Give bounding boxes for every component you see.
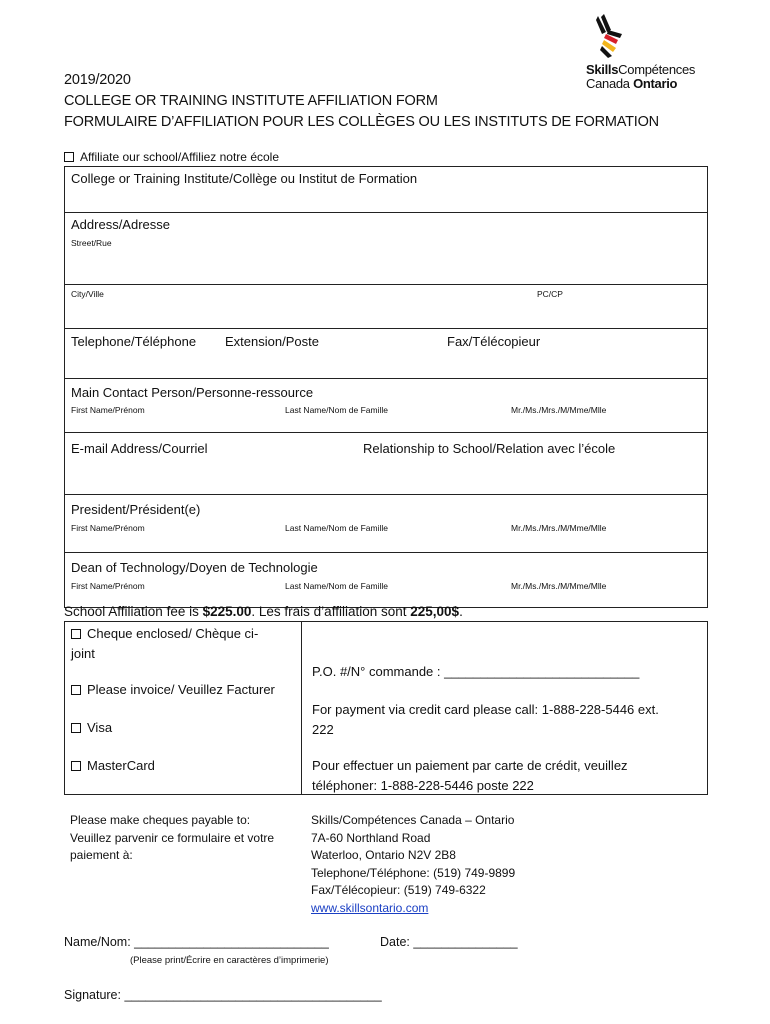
address-row[interactable] <box>65 213 707 249</box>
mailing-address <box>311 812 515 917</box>
college-row[interactable] <box>65 167 707 213</box>
visa-checkbox[interactable] <box>71 723 81 733</box>
hand-logo-icon <box>592 12 626 60</box>
main-contact-last-name: Last Name/Nom de Famille <box>285 405 388 415</box>
president-first-name: First Name/Prénom <box>71 523 145 533</box>
name-field[interactable]: Name/Nom: ____________________________ <box>64 935 329 949</box>
affiliate-checkbox[interactable] <box>64 152 74 162</box>
main-contact-first-name: First Name/Prénom <box>71 405 145 415</box>
relationship-label: Relationship to School/Relation avec l’école <box>363 441 616 456</box>
po-number-field[interactable]: P.O. #/N° commande : ___________________________ <box>312 664 640 679</box>
affiliate-option[interactable] <box>64 150 279 164</box>
form-title-fr: FORMULAIRE D’AFFILIATION POUR LES COLLÈGES OU LES INSTITUTS DE FORMATION <box>64 114 659 130</box>
affiliate-label: Affiliate our school/Affiliez notre école <box>80 150 280 164</box>
credit-card-info-fr: Pour effectuer un paiement par carte de crédit, veuillez téléphoner: 1-888-228-5446 poste 222 <box>312 758 628 793</box>
president-last-name: Last Name/Nom de Famille <box>285 523 388 533</box>
invoice-checkbox[interactable] <box>71 685 81 695</box>
president-row[interactable] <box>65 495 707 553</box>
dean-label: Dean of Technology/Doyen de Technologie <box>71 560 318 575</box>
payable-to-label: Please make cheques payable to: Veuillez parvenir ce formulaire et votre paiement à: <box>70 813 275 862</box>
college-label: College or Training Institute/Collège ou Institut de Formation <box>71 171 418 186</box>
website-link[interactable]: www.skillsontario.com <box>311 900 429 915</box>
address-label: Address/Adresse <box>71 217 170 232</box>
dean-last-name: Last Name/Nom de Famille <box>285 581 388 591</box>
visa-option[interactable]: Visa <box>71 718 112 738</box>
email-row[interactable] <box>65 433 707 495</box>
main-contact-label: Main Contact Person/Personne-ressource <box>71 385 314 400</box>
signature-field[interactable]: Signature: _____________________________________ <box>64 988 382 1002</box>
city-label: City/Ville <box>71 289 104 299</box>
dean-title: Mr./Ms./Mrs./M/Mme/Mlle <box>511 581 607 591</box>
payment-table <box>64 621 708 795</box>
telephone-label: Telephone/Téléphone <box>71 334 197 349</box>
street-row[interactable] <box>65 249 707 285</box>
logo-line-2: Canada Ontario <box>586 76 678 91</box>
school-info-table <box>64 166 708 608</box>
main-contact-title: Mr./Ms./Mrs./M/Mme/Mlle <box>511 405 607 415</box>
form-title-en: COLLEGE OR TRAINING INSTITUTE AFFILIATION FORM <box>64 93 438 109</box>
phone-row[interactable] <box>65 329 707 379</box>
dean-first-name: First Name/Prénom <box>71 581 145 591</box>
form-year: 2019/2020 <box>64 72 131 88</box>
city-row[interactable] <box>65 285 707 329</box>
president-title: Mr./Ms./Mrs./M/Mme/Mlle <box>511 523 607 533</box>
date-field[interactable]: Date: _______________ <box>380 935 518 949</box>
form-heading <box>64 70 659 133</box>
dean-row[interactable] <box>65 553 707 607</box>
president-label: President/Président(e) <box>71 502 201 517</box>
postal-code-label: PC/CP <box>537 289 563 299</box>
invoice-option[interactable]: Please invoice/ Veuillez Facturer <box>71 680 275 700</box>
org-city: Waterloo, Ontario N2V 2B8 <box>311 848 456 862</box>
extension-label: Extension/Poste <box>225 334 319 349</box>
org-street: 7A-60 Northland Road <box>311 830 431 845</box>
cheque-checkbox[interactable] <box>71 629 81 639</box>
logo-line-1: SkillsCompétences <box>586 62 696 77</box>
mastercard-checkbox[interactable] <box>71 761 81 771</box>
org-fax: Fax/Télécopieur: (519) 749-6322 <box>311 883 486 897</box>
main-contact-row[interactable] <box>65 379 707 433</box>
cheque-option[interactable]: Cheque enclosed/ Chèque ci- joint <box>71 626 259 661</box>
credit-card-info-en: For payment via credit card please call: 1-888-228-5446 ext. 222 <box>312 702 659 737</box>
payment-options <box>65 622 302 794</box>
org-phone: Telephone/Téléphone: (519) 749-9899 <box>311 865 516 880</box>
print-note: (Please print/Écrire en caractères d’imprimerie) <box>130 955 329 966</box>
mastercard-option[interactable]: MasterCard <box>71 756 155 776</box>
email-label: E-mail Address/Courriel <box>71 441 208 456</box>
org-name: Skills/Compétences Canada – Ontario <box>311 813 515 827</box>
fax-label: Fax/Télécopieur <box>447 334 541 349</box>
street-label: Street/Rue <box>71 238 112 248</box>
affiliation-fee: School Affiliation fee is $225.00. Les frais d’affiliation sont 225,00$. <box>64 604 463 619</box>
